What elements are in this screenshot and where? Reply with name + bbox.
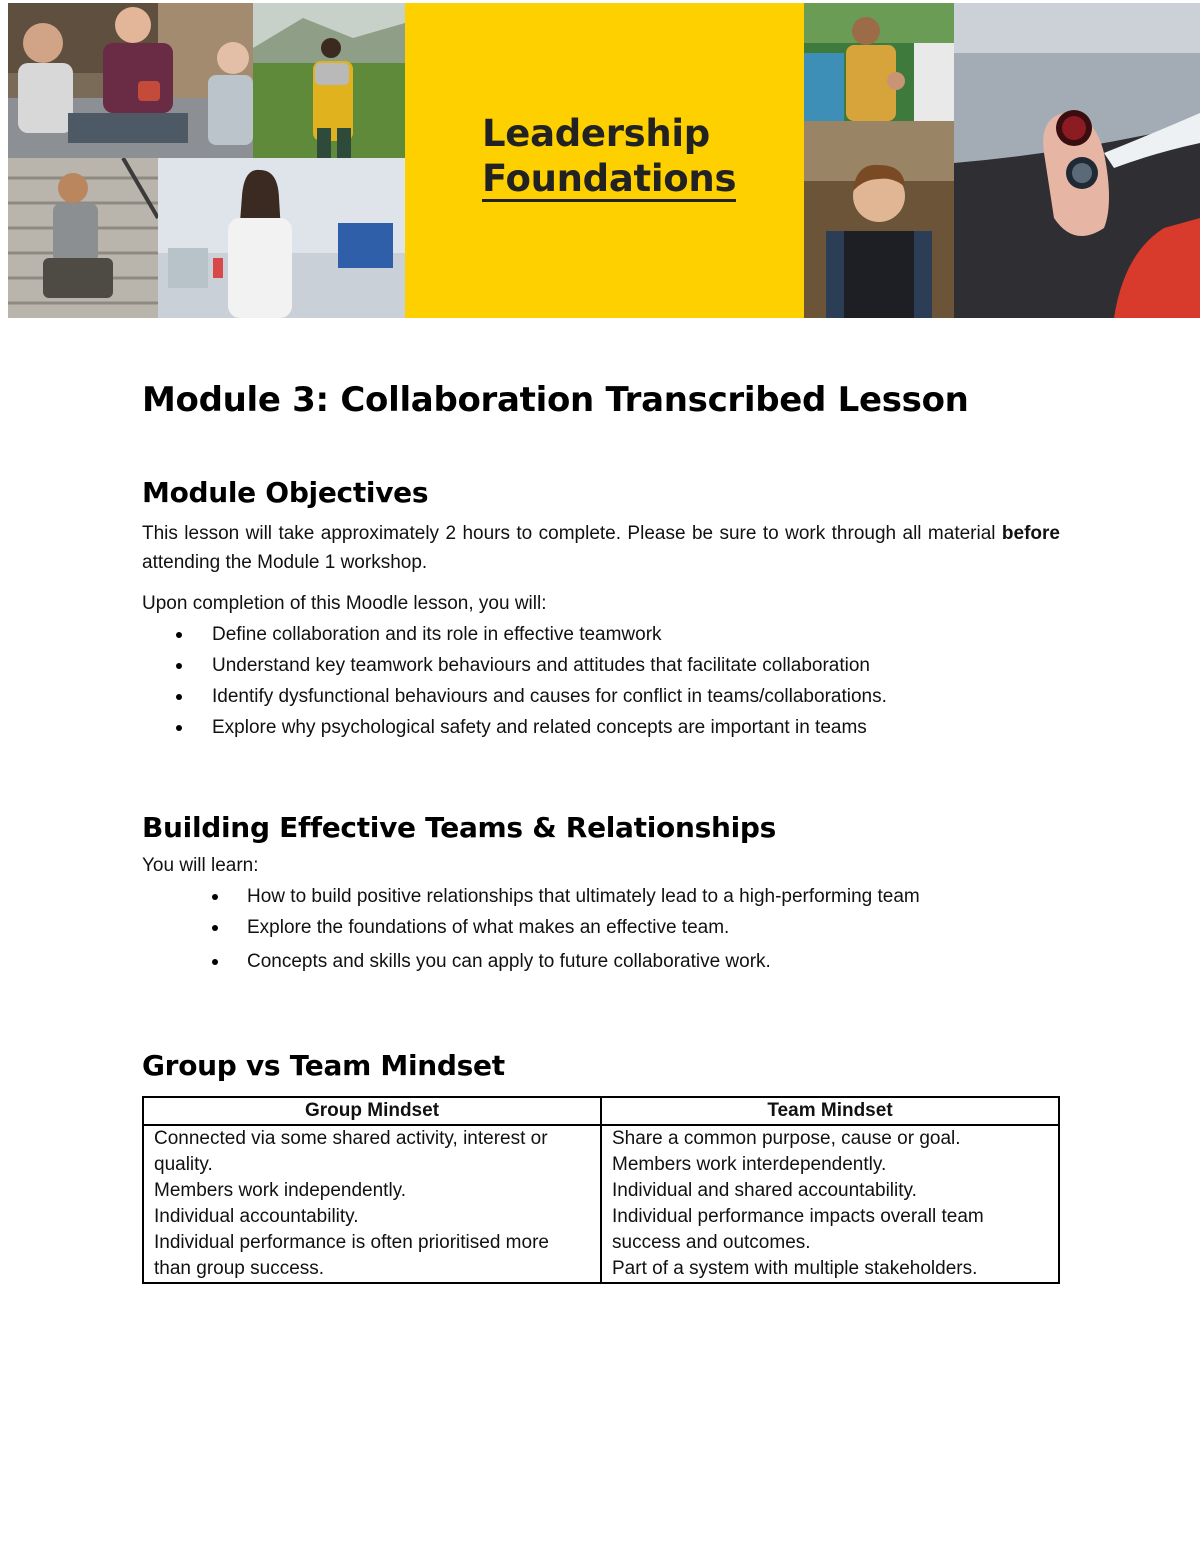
young-man-photo: [804, 121, 954, 318]
page-title: Module 3: Collaboration Transcribed Lesson: [142, 380, 969, 420]
brand-title-line1: Leadership: [482, 112, 710, 155]
document-body: [142, 380, 1060, 1284]
table-cell-line: Individual and shared accountability.: [612, 1180, 917, 1201]
list-item: Concepts and skills you can apply to future collaborative work.: [142, 946, 1060, 977]
objectives-intro-start: This lesson will take approximately 2 hours to complete. Please be sure to work through all material: [142, 523, 1002, 544]
objectives-intro: [142, 519, 1060, 577]
list-item: Define collaboration and its role in effective teamwork: [142, 619, 1060, 650]
table-cell-line: Members work interdependently.: [612, 1154, 887, 1175]
teams-lead: You will learn:: [142, 855, 259, 876]
brand-title-line2: Foundations: [482, 157, 737, 200]
table-row: [143, 1125, 1059, 1283]
list-item: How to build positive relationships that ultimately lead to a high-performing team: [142, 881, 1060, 912]
table-cell-line: Members work independently.: [154, 1180, 407, 1201]
mindset-heading: Group vs Team Mindset: [142, 1049, 505, 1082]
list-item: Understand key teamwork behaviours and attitudes that facilitate collaboration: [142, 650, 1060, 681]
table-cell-line: Individual performance impacts overall team success and outcomes.: [612, 1206, 984, 1253]
group-mindset-cell: [143, 1125, 601, 1283]
table-header-row: [143, 1097, 1059, 1125]
objectives-intro-end: attending the Module 1 workshop.: [142, 552, 428, 573]
brand-title: [482, 111, 736, 202]
compass-sea-photo: [954, 3, 1200, 318]
team-mindset-cell: [601, 1125, 1059, 1283]
mindset-table: [142, 1096, 1060, 1284]
stairs-man-photo: [8, 158, 158, 318]
objectives-lead: Upon completion of this Moodle lesson, you will:: [142, 593, 547, 614]
objectives-intro-bold: before: [1001, 523, 1060, 544]
teams-list: [142, 881, 1060, 977]
column-header: Team Mindset: [601, 1097, 1059, 1125]
list-item: Explore why psychological safety and related concepts are important in teams: [142, 712, 1060, 743]
column-header: Group Mindset: [143, 1097, 601, 1125]
scientist-lab-photo: [158, 158, 405, 318]
objectives-list: [142, 619, 1060, 743]
teams-heading: Building Effective Teams & Relationships: [142, 811, 777, 844]
table-cell-line: Part of a system with multiple stakeholders.: [612, 1258, 978, 1279]
friends-toast-photo: [8, 3, 253, 158]
list-item: Explore the foundations of what makes an effective team.: [142, 912, 1060, 943]
header-banner: [8, 3, 1200, 318]
table-cell-line: Connected via some shared activity, interest or quality.: [154, 1128, 548, 1175]
table-cell-line: Share a common purpose, cause or goal.: [612, 1128, 961, 1149]
fist-bump-photo: [804, 3, 954, 121]
table-cell-line: Individual performance is often prioritised more than group success.: [154, 1232, 549, 1279]
objectives-heading: Module Objectives: [142, 476, 429, 509]
hiker-photo: [253, 3, 405, 158]
list-item: Identify dysfunctional behaviours and causes for conflict in teams/collaborations.: [142, 681, 1060, 712]
table-cell-line: Individual accountability.: [154, 1206, 359, 1227]
